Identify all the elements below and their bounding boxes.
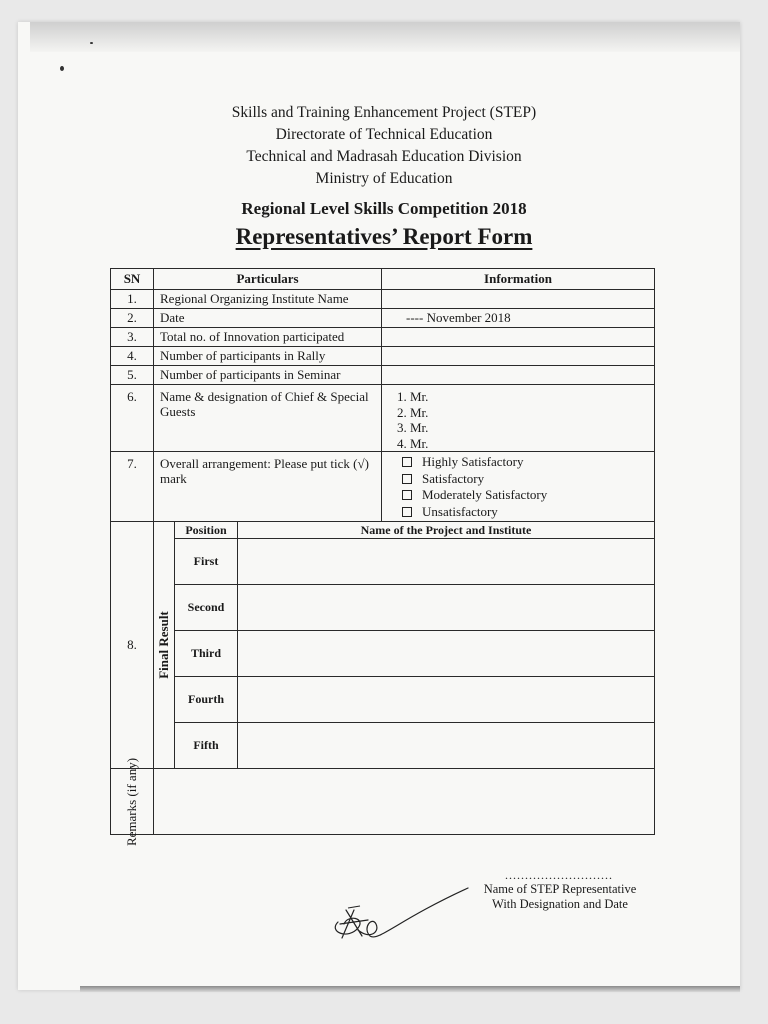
row-sn: 1. [111, 290, 154, 309]
guest-entry[interactable]: 2. Mr. [410, 405, 648, 421]
row-sn: 3. [111, 328, 154, 347]
guest-entry[interactable]: 3. Mr. [410, 420, 648, 436]
row-info-field[interactable]: ---- November 2018 [382, 309, 655, 328]
table-row [111, 347, 655, 366]
guests-cell [382, 385, 655, 452]
guest-entry[interactable]: 1. Mr. [410, 389, 648, 405]
signature-caption-line2: With Designation and Date [492, 897, 628, 911]
row-sn: 7. [111, 452, 154, 522]
final-result-label-cell [154, 522, 175, 768]
form-title [0, 224, 768, 250]
position-first: First [175, 539, 238, 585]
row-particular: Date [154, 309, 382, 328]
project-institute-header: Name of the Project and Institute [238, 522, 655, 539]
checkbox-icon[interactable] [402, 474, 412, 484]
remarks-row [111, 769, 655, 835]
guest-entry[interactable]: 4. Mr. [410, 436, 648, 452]
header-line-ministry: Ministry of Education [315, 170, 453, 187]
checkbox-icon[interactable] [402, 490, 412, 500]
header-line-division: Technical and Madrasah Education Division [246, 148, 522, 165]
option-unsatisfactory[interactable] [402, 504, 648, 521]
row-info-field[interactable] [382, 328, 655, 347]
remarks-field[interactable] [154, 769, 655, 835]
arrangement-cell [382, 452, 655, 522]
remarks-label-cell [111, 757, 154, 846]
scan-shadow-top [30, 22, 740, 52]
checkbox-icon[interactable] [402, 457, 412, 467]
row-sn: 6. [111, 385, 154, 452]
table-row [111, 328, 655, 347]
header-line-directorate: Directorate of Technical Education [275, 126, 493, 143]
project-entry-field[interactable] [238, 631, 655, 677]
table-row [111, 366, 655, 385]
form-title-text: Representatives’ Report Form [235, 224, 533, 249]
signature-dotted-line: ........................... [505, 868, 613, 882]
project-entry-field[interactable] [238, 539, 655, 585]
guests-list [388, 389, 648, 451]
table-row [111, 385, 655, 452]
option-moderately-satisfactory[interactable] [402, 487, 648, 504]
position-fourth: Fourth [175, 677, 238, 723]
option-label: Moderately Satisfactory [422, 487, 548, 502]
row-particular: Name & designation of Chief & Special Guests [154, 385, 382, 452]
document-header [0, 102, 768, 190]
row-particular: Overall arrangement: Please put tick (√) mark [154, 452, 382, 522]
row-sn: 4. [111, 347, 154, 366]
row-sn: 8. [111, 522, 154, 769]
project-entry-field[interactable] [238, 585, 655, 631]
position-header: Position [175, 522, 238, 539]
position-third: Third [175, 631, 238, 677]
report-form-table [110, 268, 655, 846]
option-label: Unsatisfactory [422, 503, 498, 519]
row-info-field[interactable] [382, 366, 655, 385]
row-info-field[interactable] [382, 290, 655, 309]
project-entry-field[interactable] [238, 723, 655, 769]
signature-caption [470, 882, 650, 912]
row-particular: Number of participants in Seminar [154, 366, 382, 385]
project-entry-field[interactable] [238, 677, 655, 723]
arrangement-options [388, 454, 648, 520]
header-line-project: Skills and Training Enhancement Project (STEP) [231, 104, 537, 121]
dust-speck [60, 66, 64, 71]
remarks-label: Remarks (if any) [124, 757, 139, 846]
row-particular: Number of participants in Rally [154, 347, 382, 366]
handwritten-signature [318, 880, 478, 950]
position-second: Second [175, 585, 238, 631]
dust-speck [90, 42, 93, 44]
option-highly-satisfactory[interactable] [402, 454, 648, 471]
checkbox-icon[interactable] [402, 507, 412, 517]
scan-shadow-bottom [80, 986, 740, 992]
header-information: Information [382, 269, 655, 290]
header-particulars: Particulars [154, 269, 382, 290]
final-result-label: Final Result [156, 611, 171, 679]
position-fifth: Fifth [175, 723, 238, 769]
option-satisfactory[interactable] [402, 471, 648, 488]
signature-caption-line1: Name of STEP Representative [483, 882, 637, 896]
row-info-field[interactable] [382, 347, 655, 366]
row-particular: Total no. of Innovation participated [154, 328, 382, 347]
table-row [111, 290, 655, 309]
table-row [111, 452, 655, 522]
option-label: Satisfactory [422, 470, 485, 486]
option-label: Highly Satisfactory [422, 454, 524, 469]
final-result-row [111, 522, 655, 769]
row-particular: Regional Organizing Institute Name [154, 290, 382, 309]
final-result-table [154, 522, 654, 768]
row-sn: 2. [111, 309, 154, 328]
row-sn: 5. [111, 366, 154, 385]
table-row [111, 309, 655, 328]
final-result-cell [154, 522, 655, 769]
header-sn: SN [111, 269, 154, 290]
competition-title: Regional Level Skills Competition 2018 [241, 199, 527, 218]
